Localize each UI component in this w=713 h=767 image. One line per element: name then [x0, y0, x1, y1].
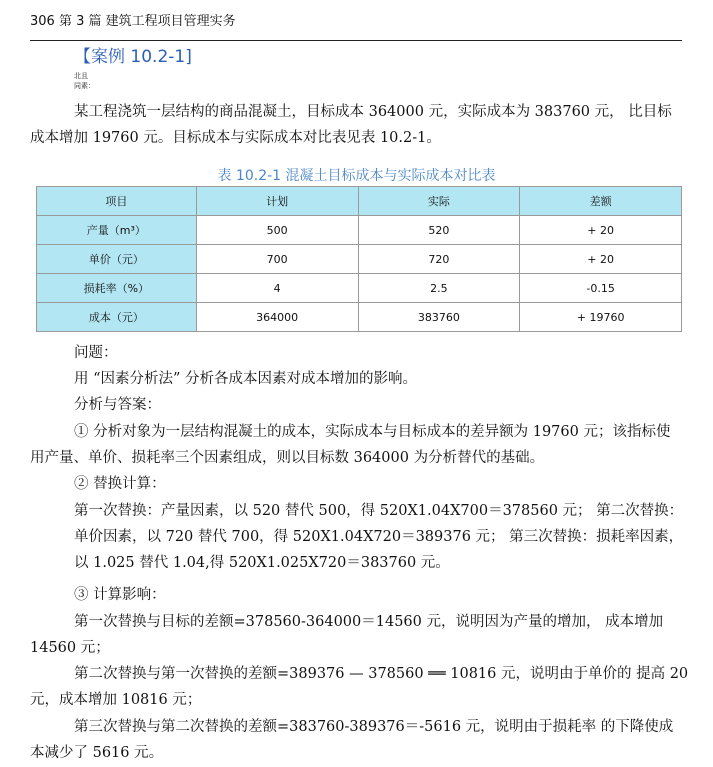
table-header-cell: 差额 — [520, 187, 682, 216]
table-row — [37, 216, 682, 245]
table-cell: -0.15 — [520, 274, 682, 303]
table-cell: + 20 — [520, 216, 682, 245]
answer-label: 分析与答案： — [74, 397, 161, 413]
table-cell: + 19760 — [520, 303, 682, 332]
replacement-line-1: 第一次替换：产量因素，以 520 替代 500，得 520X1.04X700＝378560 元； 第二次替换： — [74, 503, 684, 519]
analysis-para-1: ① 分析对象为一层结构混凝土的成本，实际成本与目标成本的差异额为 19760 元；该指标使 — [74, 424, 671, 440]
impact-line-1: 第一次替换与目标的差额=378560-364000＝14560 元，说明因为产量的增加， 成本增加 — [74, 614, 664, 630]
question-label: 问题： — [74, 345, 118, 361]
table-row — [37, 274, 682, 303]
table-header-cell: 项目 — [37, 187, 197, 216]
cost-comparison-table — [36, 186, 682, 332]
replacement-line-2: 单价因素，以 720 替代 700，得 520X1.04X720＝389376 元； 第三次替换：损耗率因素， — [74, 529, 684, 545]
table-header-row — [37, 187, 682, 216]
table-cell: 4 — [196, 274, 358, 303]
row-label: 产量（m³） — [37, 216, 197, 245]
question-text: 用 “因素分析法” 分析各成本因素对成本增加的影响。 — [74, 371, 418, 387]
row-label: 损耗率（%） — [37, 274, 197, 303]
tiny-note-1: 北且 — [74, 72, 88, 80]
case-title: 【案例 10.2-1] — [74, 47, 192, 67]
impact-line-6: 本减少了 5616 元。 — [30, 745, 164, 761]
table-header-cell: 实际 — [358, 187, 520, 216]
table-cell: 364000 — [196, 303, 358, 332]
table-cell: 720 — [358, 245, 520, 274]
table-cell: 700 — [196, 245, 358, 274]
table-header-cell: 计划 — [196, 187, 358, 216]
table-cell: 383760 — [358, 303, 520, 332]
row-label: 单价（元） — [37, 245, 197, 274]
table-cell: 500 — [196, 216, 358, 245]
impact-line-5: 第三次替换与第二次替换的差额=383760-389376＝-5616 元，说明由于损耗率 的下降使成 — [74, 719, 674, 735]
tiny-note-2: 同素： — [74, 82, 95, 90]
impact-line-2: 14560 元； — [30, 640, 110, 656]
intro-line-2: 成本增加 19760 元。目标成本与实际成本对比表见表 10.2-1。 — [30, 130, 441, 146]
intro-line-1: 某工程浇筑一层结构的商品混凝土，目标成本 364000 元，实际成本为 383760 元， 比目标 — [74, 104, 672, 120]
replacement-label: ② 替换计算： — [74, 476, 166, 492]
table-cell: 520 — [358, 216, 520, 245]
table-cell: + 20 — [520, 245, 682, 274]
impact-label: ③ 计算影响： — [74, 587, 166, 603]
table-row — [37, 303, 682, 332]
replacement-line-3: 以 1.025 替代 1.04,得 520X1.025X720＝383760 元。 — [74, 555, 450, 571]
page-header: 306 第 3 篇 建筑工程项目管理实务 — [30, 14, 236, 29]
table-row — [37, 245, 682, 274]
table-cell: 2.5 — [358, 274, 520, 303]
analysis-para-1-cont: 用产量、单价、损耗率三个因素组成，则以目标数 364000 为分析替代的基础。 — [30, 450, 545, 466]
table-title: 表 10.2-1 混凝土目标成本与实际成本对比表 — [217, 168, 496, 184]
impact-line-3: 第二次替换与第一次替换的差额=389376 — 378560 ══ 10816 元，说明由于单价的 提高 20 — [74, 666, 689, 682]
header-rule — [30, 40, 682, 41]
row-label: 成本（元） — [37, 303, 197, 332]
impact-line-4: 元，成本增加 10816 元； — [30, 692, 202, 708]
